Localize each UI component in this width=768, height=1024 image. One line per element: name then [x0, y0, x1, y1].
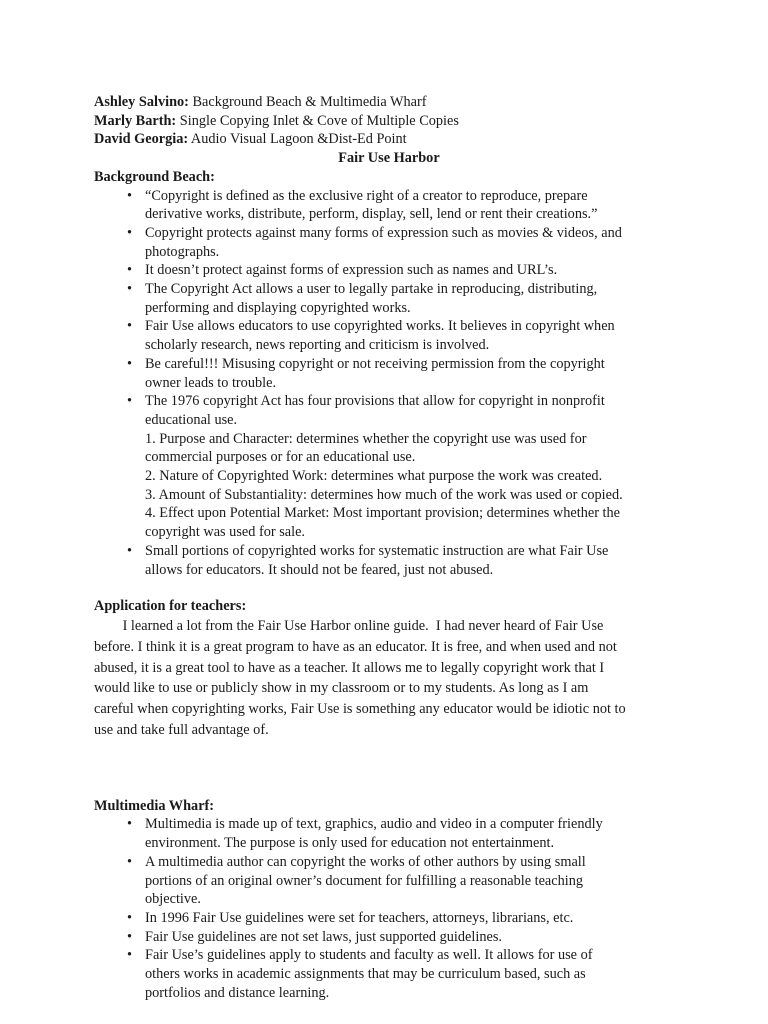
background-bullet-list-end [94, 542, 684, 579]
paragraph-line: I learned a lot from the Fair Use Harbor online guide. I had never heard of Fair Use [94, 617, 604, 634]
bullet-text: • Be careful!!! Misusing copyright or not receiving permission from the copyright [145, 355, 605, 372]
bullet-text: portions of an original owner’s document for fulfilling a reasonable teaching [145, 872, 584, 889]
bullet-text: • The Copyright Act allows a user to legally partake in reproducing, distributing, [145, 281, 598, 298]
author-line [94, 112, 684, 131]
bullet-text: • Small portions of copyrighted works for systematic instruction are what Fair Use [145, 542, 609, 559]
provision-item: copyright was used for sale. [145, 524, 306, 541]
author-name: David Georgia: [94, 131, 189, 148]
list-item [94, 280, 684, 317]
provision-item: 3. Amount of Substantiality: determines how much of the work was used or copied. [145, 486, 623, 503]
document-title: Fair Use Harbor [338, 150, 440, 167]
paragraph-line: careful when copyrighting works, Fair Use is something any educator would be idiotic not to [94, 701, 626, 718]
author-topic: Audio Visual Lagoon &Dist-Ed Point [190, 131, 407, 148]
provision-item: 4. Effect upon Potential Market: Most important provision; determines whether the [145, 505, 621, 522]
bullet-text: objective. [145, 891, 201, 908]
list-item [94, 946, 684, 1002]
bullet-text: environment. The purpose is only used for education not entertainment. [145, 835, 555, 852]
bullet-text: • It doesn’t protect against forms of expression such as names and URL’s. [145, 262, 558, 279]
bullet-text: photographs. [145, 243, 220, 260]
bullet-text: • The 1976 copyright Act has four provisions that allow for copyright in nonprofit [145, 393, 605, 410]
list-item [94, 815, 684, 852]
author-line [94, 130, 684, 149]
provision-item: 1. Purpose and Character: determines whether the copyright use was used for [145, 430, 587, 447]
author-topic: Background Beach & Multimedia Wharf [192, 94, 427, 110]
bullet-text: others works in academic assignments that may be curriculum based, such as [145, 966, 586, 983]
application-paragraph [94, 616, 684, 741]
spacer [94, 579, 684, 597]
author-name: Ashley Salvino: [94, 94, 189, 110]
author-name: Marly Barth: [94, 112, 177, 129]
bullet-text: derivative works, distribute, perform, display, sell, lend or rent their creations.” [145, 206, 598, 223]
bullet-text: • “Copyright is defined as the exclusive right of a creator to reproduce, prepare [145, 187, 588, 204]
provision-item: commercial purposes or for an educational use. [145, 449, 416, 466]
author-line [94, 93, 684, 112]
document-page [94, 93, 684, 1003]
list-item [94, 317, 684, 354]
bullet-text: performing and displaying copyrighted works. [145, 299, 411, 316]
section-heading-multimedia: Multimedia Wharf: [94, 797, 215, 814]
paragraph-line: use and take full advantage of. [94, 721, 269, 738]
bullet-text: • Copyright protects against many forms of expression such as movies & videos, and [145, 224, 622, 241]
spacer [94, 741, 684, 797]
paragraph-line: before. I think it is a great program to have as an educator. It is free, and when used and not [94, 638, 617, 655]
list-item [94, 909, 684, 928]
bullet-text: portfolios and distance learning. [145, 984, 330, 1001]
multimedia-bullet-list [94, 815, 684, 1002]
list-item [94, 224, 684, 261]
provision-item: 2. Nature of Copyrighted Work: determines what purpose the work was created. [145, 468, 603, 485]
list-item [94, 928, 684, 947]
section-heading-background: Background Beach: [94, 168, 215, 185]
bullet-text: • A multimedia author can copyright the works of other authors by using small [145, 853, 586, 870]
list-item [94, 853, 684, 909]
list-item [94, 542, 684, 579]
bullet-text: educational use. [145, 411, 238, 428]
bullet-text: • Multimedia is made up of text, graphics, audio and video in a computer friendly [145, 816, 603, 833]
bullet-text: • In 1996 Fair Use guidelines were set for teachers, attorneys, librarians, etc. [145, 909, 574, 926]
bullet-text: • Fair Use guidelines are not set laws, just supported guidelines. [145, 928, 502, 945]
author-topic: Single Copying Inlet & Cove of Multiple Copies [179, 112, 459, 129]
paragraph-line: would like to use or publicly show in my classroom or to my students. As long as I am [94, 680, 589, 697]
section-heading-application: Application for teachers: [94, 598, 247, 615]
list-item [94, 392, 684, 429]
list-item [94, 261, 684, 280]
provision-list [94, 430, 684, 542]
background-bullet-list [94, 187, 684, 430]
paragraph-line: abused, it is a great tool to have as a teacher. It allows me to legally copyright work that I [94, 659, 605, 676]
bullet-text: owner leads to trouble. [145, 374, 277, 391]
list-item [94, 355, 684, 392]
bullet-text: allows for educators. It should not be feared, just not abused. [145, 561, 494, 578]
list-item [94, 187, 684, 224]
bullet-text: • Fair Use’s guidelines apply to students and faculty as well. It allows for use of [145, 947, 593, 964]
bullet-text: scholarly research, news reporting and criticism is involved. [145, 337, 490, 354]
bullet-text: • Fair Use allows educators to use copyrighted works. It believes in copyright when [145, 318, 615, 335]
